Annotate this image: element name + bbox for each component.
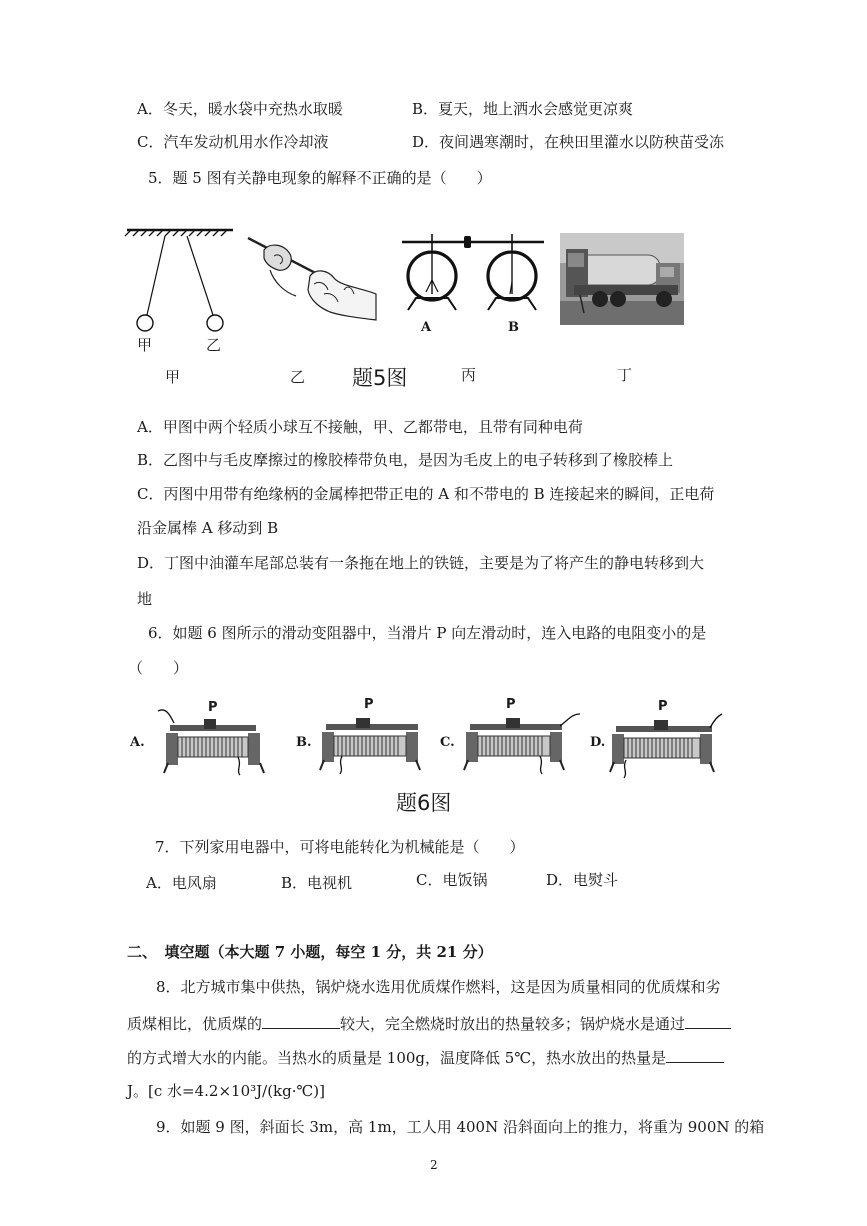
q7-option-b: B．电视机 xyxy=(281,874,353,892)
q8-line2-part2: 较大，完全燃烧时放出的热量较多；锅炉烧水是通过 xyxy=(340,1015,686,1033)
fig5-label-ding: 丁 xyxy=(617,366,633,384)
q5-stem: 5．题 5 图有关静电现象的解释不正确的是（ ） xyxy=(148,169,492,187)
q8-line1: 8．北方城市集中供热，锅炉烧水选用优质煤作燃料，这是因为质量相同的优质煤和劣 xyxy=(156,978,721,996)
fig6-rheostat-c xyxy=(456,710,584,776)
fig6-title: 题6图 xyxy=(396,791,452,815)
fig6-slider-label-b: P xyxy=(364,697,374,712)
fig6-slider-label-d: P xyxy=(658,699,668,714)
fig6-option-label-d: D. xyxy=(590,735,606,750)
fig6-rheostat-b xyxy=(312,710,430,776)
q8-line2 xyxy=(127,1013,731,1035)
q5-option-c-line1: C．丙图中用带有绝缘柄的金属棒把带正电的 A 和不带电的 B 连接起来的瞬间，正电荷 xyxy=(137,485,715,503)
fig5-bing-electroscopes xyxy=(394,228,546,328)
q7-option-d: D．电熨斗 xyxy=(546,871,619,889)
fig5-sphere-label-b: B xyxy=(508,320,519,335)
q8-line3 xyxy=(127,1047,724,1069)
q6-answer-paren: （ ） xyxy=(128,659,189,677)
q8-blank-1[interactable] xyxy=(262,1014,340,1029)
fig6-slider-label-c: P xyxy=(506,697,516,712)
fig6-option-label-b: B. xyxy=(296,735,312,750)
q7-option-c: C．电饭锅 xyxy=(416,871,488,889)
q4-option-b: B．夏天，地上洒水会感觉更凉爽 xyxy=(412,100,634,118)
fig6-rheostat-d xyxy=(604,712,724,778)
q8-line2-part1: 质煤相比，优质煤的 xyxy=(127,1015,263,1033)
fig5-ding-tanker-truck-photo xyxy=(560,233,684,325)
fig5-ball-label-yi: 乙 xyxy=(206,336,222,354)
fig5-sphere-label-a: A xyxy=(421,320,432,335)
q5-option-d-line1: D．丁图中油灌车尾部总装有一条拖在地上的铁链，主要是为了将产生的静电转移到大 xyxy=(137,554,705,572)
q9-line1: 9．如题 9 图，斜面长 3m，高 1m，工人用 400N 沿斜面向上的推力，将重为 900N 的箱 xyxy=(156,1118,765,1136)
q8-line4: J。[c 水=4.2×10³J/(kg·℃)] xyxy=(127,1082,325,1100)
fig5-label-bing: 丙 xyxy=(461,366,477,384)
fig5-yi-rubbing-illustration xyxy=(244,232,380,324)
fig6-option-label-a: A. xyxy=(130,735,145,750)
q8-line3-text: 的方式增大水的内能。当热水的质量是 100g，温度降低 5℃，热水放出的热量是 xyxy=(127,1049,667,1067)
page-number: 2 xyxy=(430,1158,438,1172)
q5-option-d-line2: 地 xyxy=(137,590,153,608)
q8-blank-2[interactable] xyxy=(685,1014,731,1029)
fig6-rheostat-a xyxy=(152,705,270,775)
q4-option-d: D．夜间遇寒潮时，在秧田里灌水以防秧苗受冻 xyxy=(412,133,725,151)
q5-option-c-line2: 沿金属棒 A 移动到 B xyxy=(137,519,279,537)
q7-stem: 7．下列家用电器中，可将电能转化为机械能是（ ） xyxy=(155,838,525,856)
section2-heading: 二、 填空题（本大题 7 小题，每空 1 分，共 21 分） xyxy=(127,943,493,961)
q6-stem: 6．如题 6 图所示的滑动变阻器中，当滑片 P 向左滑动时，连入电路的电阻变小的是 xyxy=(148,624,707,642)
q4-option-a: A．冬天，暖水袋中充热水取暖 xyxy=(137,100,343,118)
fig5-title: 题5图 xyxy=(352,366,408,390)
fig5-ball-label-jia: 甲 xyxy=(137,336,153,354)
fig5-label-yi: 乙 xyxy=(290,368,306,386)
q5-option-a: A．甲图中两个轻质小球互不接触，甲、乙都带电，且带有同种电荷 xyxy=(137,418,583,436)
fig5-label-jia: 甲 xyxy=(165,368,181,386)
fig5-jia-pendulums xyxy=(125,222,235,342)
q5-option-b: B．乙图中与毛皮摩擦过的橡胶棒带负电，是因为毛皮上的电子转移到了橡胶棒上 xyxy=(137,451,674,469)
fig6-slider-label-a: P xyxy=(208,700,218,715)
fig6-option-label-c: C. xyxy=(440,735,455,750)
q8-blank-3[interactable] xyxy=(666,1048,724,1063)
q4-option-c: C．汽车发动机用水作冷却液 xyxy=(137,133,329,151)
q7-option-a: A．电风扇 xyxy=(146,874,217,892)
